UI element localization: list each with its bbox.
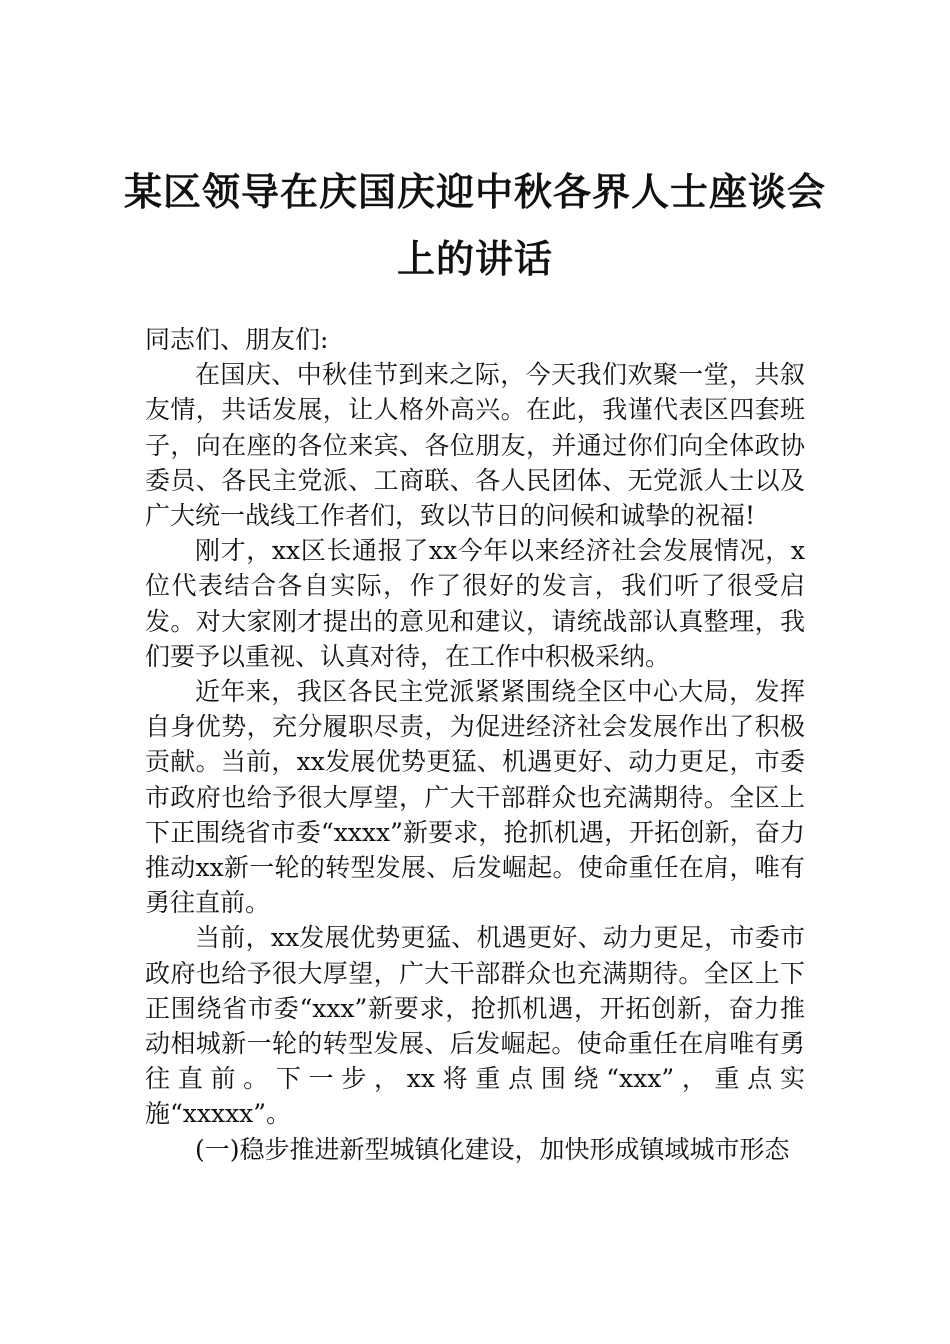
- document-title-line-2: 上的讲话: [396, 236, 553, 281]
- section-heading-1: (一)稳步推进新型城镇化建设，加快形成镇域城市形态: [195, 1134, 790, 1164]
- paragraph-opening-greeting: 在国庆、中秋佳节到来之际，今天我们欢聚一堂，共叙友情，共话发展，让人格外高兴。在此，我谨代表区四套班子，向在座的各位来宾、各位朋友，并通过你们向全体政协委员、各民主党派、工商联、各人民团体、无党派人士以及广大统一战线工作者们，致以节日的问候和诚挚的祝福!: [145, 360, 805, 531]
- salutation: 同志们、朋友们:: [145, 325, 329, 354]
- document-title-line-1: 某区领导在庆国庆迎中秋各界人士座谈会: [123, 169, 826, 214]
- document-body: [145, 322, 805, 1167]
- paragraph-current-situation: 当前，xx发展优势更猛、机遇更好、动力更足，市委市政府也给予很大厚望，广大干部群众也充满期待。全区上下正围绕省市委“xxx”新要求，抢抓机遇，开拓创新，奋力推动相城新一轮的转型发展、后发崛起。使命重任在肩唯有勇往直前。下一步，xx将重点围绕“xxx”，重点实施“xxxxx”。: [145, 923, 805, 1129]
- paragraph-report-feedback: 刚才，xx区长通报了xx今年以来经济社会发展情况，x位代表结合各自实际，作了很好的发言，我们听了很受启发。对大家刚才提出的意见和建议，请统战部认真整理，我们要予以重视、认真对待，在工作中积极采纳。: [145, 536, 805, 671]
- paragraph-party-contribution: 近年来，我区各民主党派紧紧围绕全区中心大局，发挥自身优势，充分履职尽责，为促进经济社会发展作出了积极贡献。当前，xx发展优势更猛、机遇更好、动力更足，市委市政府也给予很大厚望，广大干部群众也充满期待。全区上下正围绕省市委“xxxx”新要求，抢抓机遇，开拓创新，奋力推动xx新一轮的转型发展、后发崛起。使命重任在肩，唯有勇往直前。: [145, 677, 805, 918]
